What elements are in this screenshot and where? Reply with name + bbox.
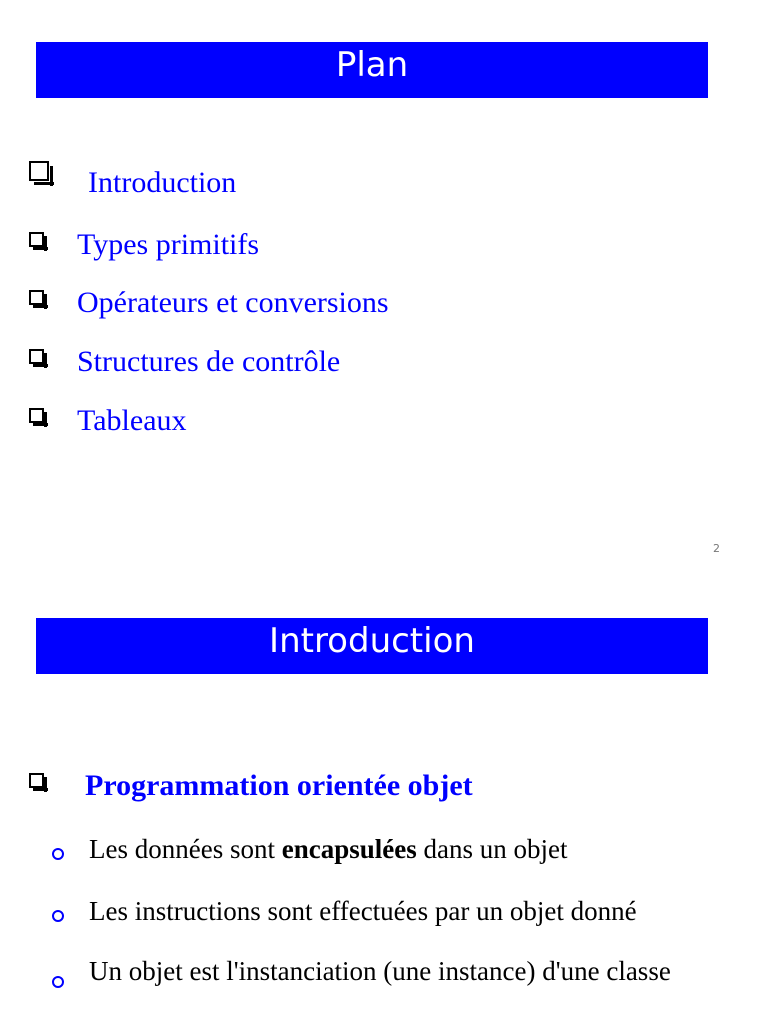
plan-item-label: Opérateurs et conversions xyxy=(77,286,389,319)
plan-item-label: Structures de contrôle xyxy=(77,345,341,378)
checkbox-bullet-icon xyxy=(29,408,44,423)
circle-bullet-icon xyxy=(52,910,64,922)
list-item-text: Les données sont encapsulées dans un objet xyxy=(89,834,568,864)
checkbox-bullet-icon xyxy=(29,773,44,788)
slide-introduction xyxy=(0,576,768,1024)
plan-item-label: Tableaux xyxy=(77,404,187,437)
slide-title: Introduction xyxy=(36,618,708,674)
circle-bullet-icon xyxy=(52,976,64,988)
plan-item-label: Types primitifs xyxy=(77,228,260,261)
checkbox-bullet-icon xyxy=(29,290,44,305)
checkbox-bullet-icon xyxy=(29,232,44,247)
checkbox-bullet-icon xyxy=(29,161,49,181)
page-number: 2 xyxy=(713,542,720,555)
slide-title: Plan xyxy=(36,42,708,98)
list-item-text: Un objet est l'instanciation (une instance) d'une classe xyxy=(89,956,671,986)
plan-item-label: Introduction xyxy=(88,166,237,199)
circle-bullet-icon xyxy=(52,848,64,860)
checkbox-bullet-icon xyxy=(29,349,44,364)
list-item-text: Les instructions sont effectuées par un objet donné xyxy=(89,896,637,926)
section-heading-label: Programmation orientée objet xyxy=(85,769,473,802)
